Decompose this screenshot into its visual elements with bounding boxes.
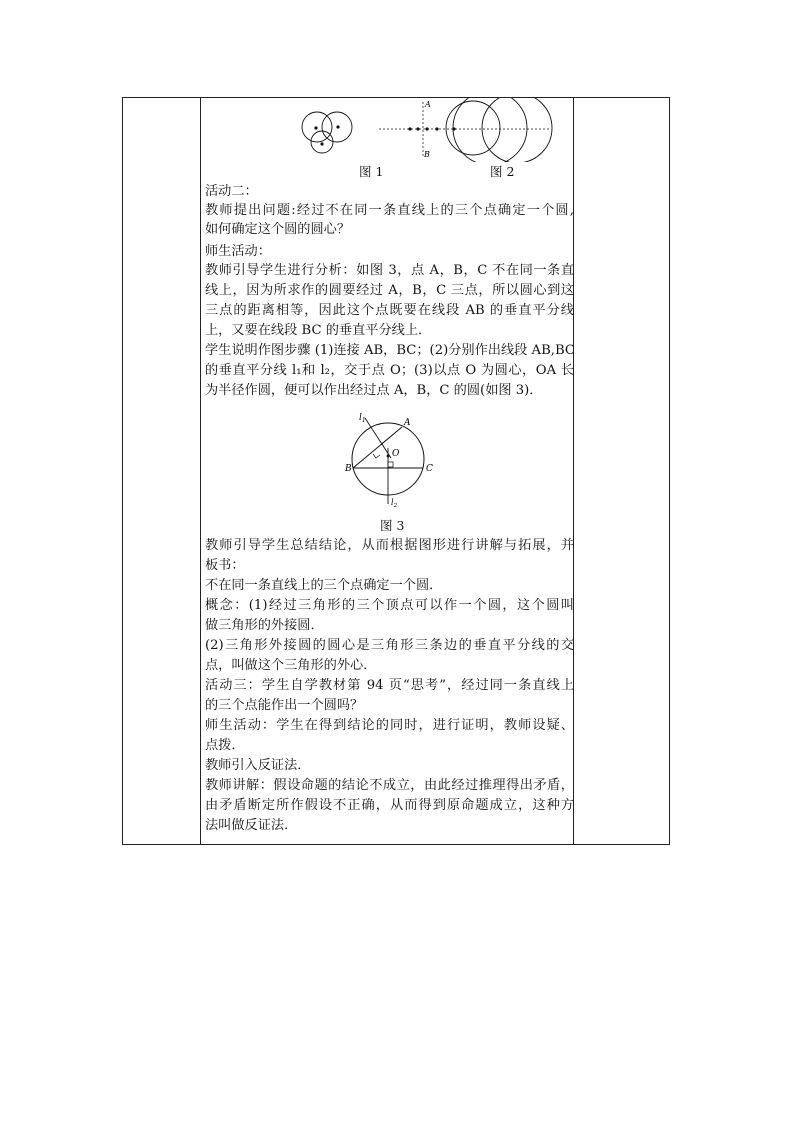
- figure-1-circles: [302, 112, 352, 153]
- text-line: 的三个点能作出一个圆吗？: [205, 698, 364, 713]
- text-line: 为半径作圆，便可以作出经过点 A，B，C 的圆(如图 3)．: [205, 383, 543, 398]
- figure-2-caption: 图 2: [490, 164, 515, 179]
- text-line: 点，叫做这个三角形的外心．: [205, 658, 377, 673]
- text-line: 活动二：: [205, 184, 258, 199]
- figure-1-2: [205, 98, 574, 162]
- text-line: 板书：: [205, 558, 245, 573]
- figure-1-caption: 图 1: [359, 164, 384, 179]
- text-line: 法叫做反证法．: [205, 818, 298, 833]
- figure-3-label-c: C: [426, 464, 433, 474]
- figure-2-label-b: B: [424, 150, 430, 159]
- figure-3-label-l1: $l_1$: [359, 413, 366, 424]
- text-line: 教师提出问题:经过不在同一条直线上的三个点确定一个圆,: [205, 203, 574, 218]
- text-line: 师生活动：学生在得到结论的同时，进行证明，教师设疑、: [205, 718, 574, 733]
- figure-3-caption: 图 3: [380, 518, 405, 533]
- figure-3: [205, 410, 574, 510]
- text-line: 学生说明作图步骤 (1)连接 AB，BC；(2)分别作出线段 AB,BC: [205, 343, 575, 358]
- text-line: 师生活动：: [205, 244, 271, 259]
- text-line: (2)三角形外接圆的圆心是三角形三条边的垂直平分线的交: [205, 638, 574, 653]
- column-divider-left: [200, 98, 201, 844]
- text-line: 概念：(1)经过三角形的三个顶点可以作一个圆，这个圆叫: [205, 598, 574, 613]
- figure-3-label-l2: $l_2$: [391, 498, 398, 509]
- text-line: 的垂直平分线 l₁和 l₂，交于点 O；(3)以点 O 为圆心，OA 长: [205, 363, 574, 378]
- figure-3-label-b: B: [345, 464, 352, 474]
- text-line: 上，又要在线段 BC 的垂直平分线上．: [205, 323, 432, 338]
- text-line: 由矛盾断定所作假设不正确，从而得到原命题成立，这种方: [205, 798, 574, 813]
- text-line: 如何确定这个圆的圆心？: [205, 222, 351, 237]
- text-line: 三点的距离相等，因此这个点既要在线段 AB 的垂直平分线: [205, 303, 574, 318]
- text-line: 教师引导学生进行分析：如图 3，点 A，B，C 不在同一条直: [205, 263, 574, 278]
- content-cell: [205, 98, 574, 844]
- text-line: 活动三：学生自学教材第 94 页“思考”，经过同一条直线上: [205, 678, 574, 693]
- figure-2-label-a: A: [425, 100, 431, 109]
- text-line: 做三角形的外接圆．: [205, 618, 324, 633]
- text-line: 教师引导学生总结结论，从而根据图形进行讲解与拓展，并: [205, 538, 574, 553]
- figure-3-label-o: O: [392, 449, 400, 459]
- figure-2-circles: [446, 98, 552, 162]
- text-line: 线上，因为所求作的圆要经过 A，B，C 三点，所以圆心到这: [205, 283, 574, 298]
- text-line: 教师讲解：假设命题的结论不成立，由此经过推理得出矛盾，: [205, 778, 574, 793]
- figure-1-points: [314, 125, 339, 145]
- text-line: 点拨．: [205, 738, 245, 753]
- figure-3-label-a: A: [404, 418, 411, 428]
- text-line: 教师引入反证法．: [205, 758, 311, 773]
- segment-ab: [353, 427, 402, 468]
- lesson-table: [122, 97, 670, 845]
- text-line: 不在同一条直线上的三个点确定一个圆．: [205, 578, 443, 593]
